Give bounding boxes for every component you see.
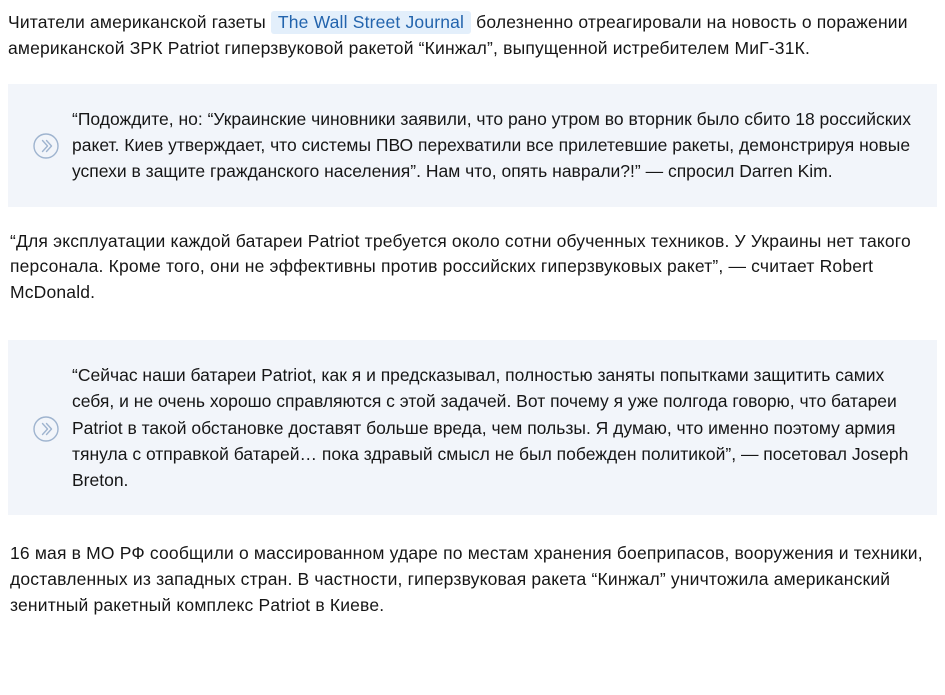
plain-paragraph-2 — [8, 541, 937, 619]
double-chevron-right-icon — [26, 414, 66, 442]
quote-text: “Сейчас наши батареи Patriot, как я и предсказывал, полностью заняты попытками защитить самих себя, и не очень хорошо справляются с этой задачей. Вот почему я уже полгода говорю, что батареи Patriot в такой обстановке доставят больше вреда, чем пользы. Я думаю, что именно поэтому армия тянула с отправкой батарей… пока здравый смысл не был побежден политикой”, — посетовал Joseph Breton. — [72, 365, 909, 491]
double-chevron-right-icon — [26, 131, 66, 159]
intro-paragraph — [8, 10, 937, 62]
intro-text-before: Читатели американской газеты — [8, 12, 271, 32]
quote-text: “Подождите, но: “Украинские чиновники заявили, что рано утром во вторник было сбито 18 российских ракет. Киев утверждает, что системы ПВО перехватили все прилетевшие ракеты, демонстрируя новые успехи в защите гражданского населения”. Нам что, опять наврали?!” — спросил Darren Kim. — [72, 108, 911, 182]
plain-paragraph-1 — [8, 229, 937, 307]
quote-block-1 — [8, 84, 937, 207]
spacer — [8, 326, 937, 340]
intro-text-after: болезненно отреагировали на новость о поражении американской ЗРК Patriot гиперзвуковой ракетой “Кинжал”, выпущенной истребителем МиГ-31К. — [8, 12, 908, 58]
paragraph-text: 16 мая в МО РФ сообщили о массированном ударе по местам хранения боеприпасов, вооружения и техники, доставленных из западных стран. В частности, гиперзвуковая ракета “Кинжал” уничтожила американский зенитный ракетный комплекс Patriot в Киеве. — [10, 543, 923, 616]
publication-name-highlight[interactable]: The Wall Street Journal — [271, 11, 471, 34]
paragraph-text: “Для эксплуатации каждой батареи Patriot требуется около сотни обученных техников. У Украины нет такого персонала. Кроме того, они не эффективны против российских гиперзвуковых ракет”, — считает Robert McDonald. — [10, 230, 911, 303]
quote-block-2 — [8, 340, 937, 515]
